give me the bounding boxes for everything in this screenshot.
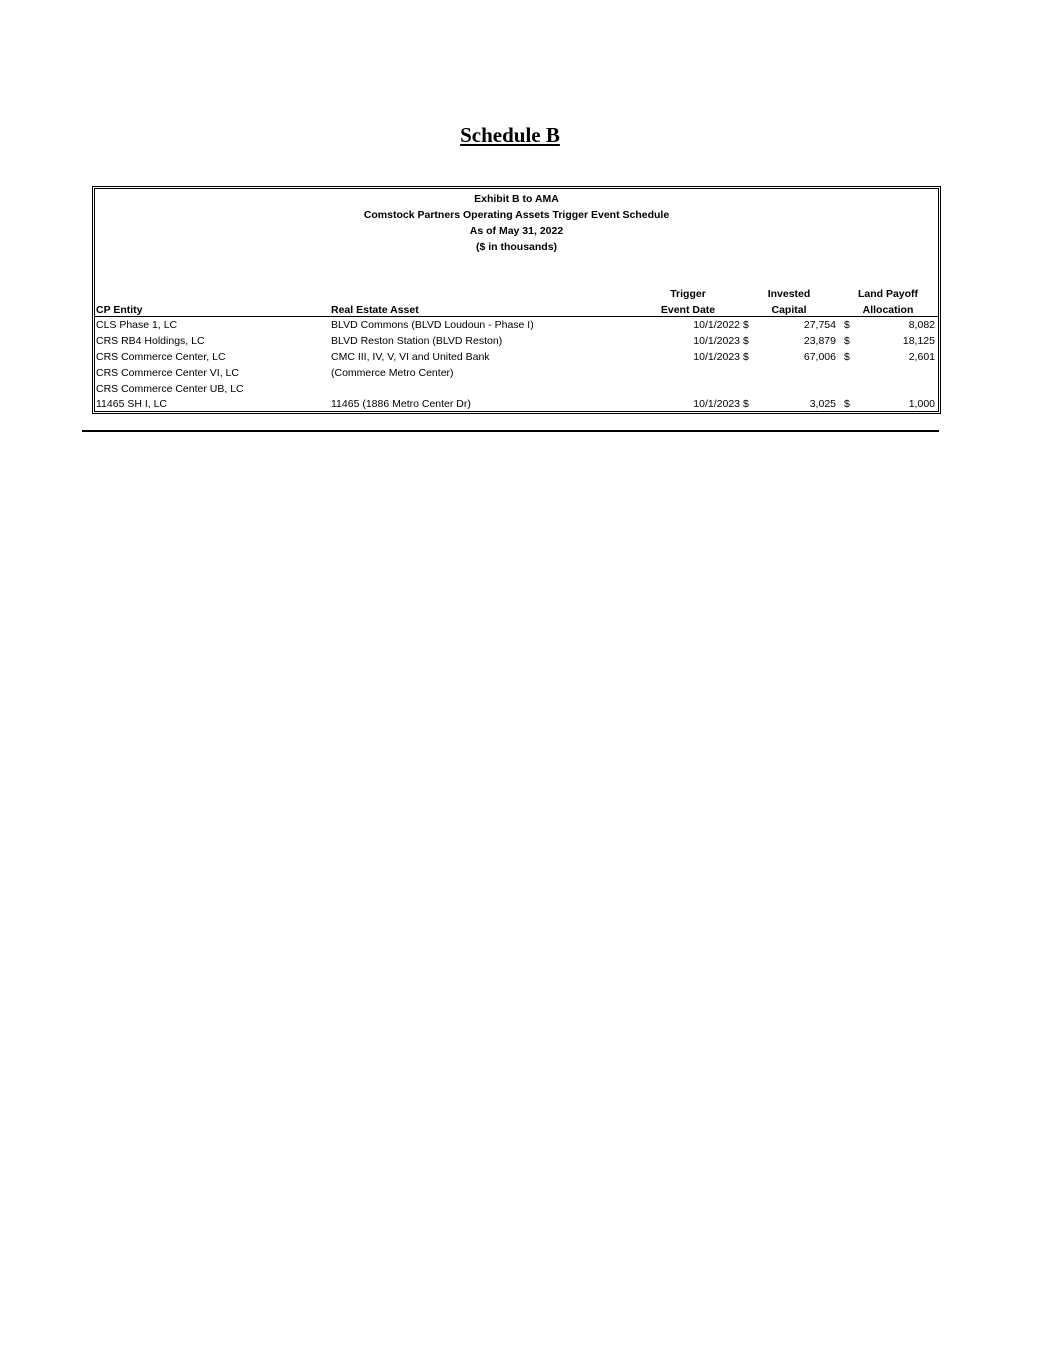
cell-currency-symbol: $ <box>743 398 749 410</box>
cell-invested-capital: 67,006 <box>803 351 836 363</box>
cell-cp-entity: CRS Commerce Center VI, LC <box>96 367 239 379</box>
column-header-event-date: Event Date <box>660 304 716 316</box>
exhibit-title: Exhibit B to AMA <box>474 193 559 205</box>
cell-cp-entity: CRS Commerce Center UB, LC <box>96 383 244 395</box>
cell-land-payoff-allocation: 2,601 <box>908 351 935 363</box>
cell-trigger-date: 10/1/2023 <box>693 335 740 347</box>
cell-trigger-date: 10/1/2023 <box>693 351 740 363</box>
table-row <box>95 365 938 381</box>
cell-currency-symbol: $ <box>844 398 850 410</box>
cell-land-payoff-allocation: 18,125 <box>902 335 935 347</box>
table-row <box>95 396 938 412</box>
exhibit-subtitle: Comstock Partners Operating Assets Trigger Event Schedule <box>363 209 670 221</box>
cell-cp-entity: CRS RB4 Holdings, LC <box>96 335 205 347</box>
column-header-invested: Invested <box>767 288 811 300</box>
cell-invested-capital: 27,754 <box>803 319 836 331</box>
column-header-capital: Capital <box>771 304 807 316</box>
cell-currency-symbol: $ <box>743 335 749 347</box>
cell-cp-entity: 11465 SH I, LC <box>96 398 168 410</box>
column-header-real-estate-asset: Real Estate Asset <box>331 304 419 316</box>
cell-land-payoff-allocation: 8,082 <box>908 319 935 331</box>
table-row <box>95 349 938 365</box>
cell-trigger-date: 10/1/2022 <box>693 319 740 331</box>
cell-real-estate-asset: (Commerce Metro Center) <box>331 367 454 379</box>
cell-currency-symbol: $ <box>844 351 850 363</box>
cell-invested-capital: 3,025 <box>809 398 836 410</box>
column-header-cp-entity: CP Entity <box>96 304 143 316</box>
table-row <box>95 381 938 397</box>
cell-land-payoff-allocation: 1,000 <box>908 398 935 410</box>
exhibit-table <box>92 186 941 414</box>
cell-real-estate-asset: CMC III, IV, V, VI and United Bank <box>331 351 490 363</box>
cell-currency-symbol: $ <box>844 335 850 347</box>
cell-real-estate-asset: BLVD Reston Station (BLVD Reston) <box>331 335 503 347</box>
cell-trigger-date: 10/1/2023 <box>693 398 740 410</box>
table-row <box>95 317 938 333</box>
cell-real-estate-asset: BLVD Commons (BLVD Loudoun - Phase I) <box>331 319 534 331</box>
schedule-title: Schedule B <box>460 123 560 147</box>
cell-cp-entity: CLS Phase 1, LC <box>96 319 178 331</box>
cell-invested-capital: 23,879 <box>803 335 836 347</box>
column-header-trigger: Trigger <box>670 288 706 300</box>
cell-real-estate-asset: 11465 (1886 Metro Center Dr) <box>331 398 471 410</box>
cell-currency-symbol: $ <box>743 351 749 363</box>
cell-currency-symbol: $ <box>844 319 850 331</box>
cell-cp-entity: CRS Commerce Center, LC <box>96 351 226 363</box>
table-row <box>95 333 938 349</box>
column-header-land-payoff: Land Payoff <box>857 288 919 300</box>
column-header-allocation: Allocation <box>862 304 914 316</box>
cell-currency-symbol: $ <box>743 319 749 331</box>
exhibit-units-note: ($ in thousands) <box>475 241 558 253</box>
exhibit-as-of-date: As of May 31, 2022 <box>469 225 564 237</box>
page-divider <box>82 430 939 432</box>
